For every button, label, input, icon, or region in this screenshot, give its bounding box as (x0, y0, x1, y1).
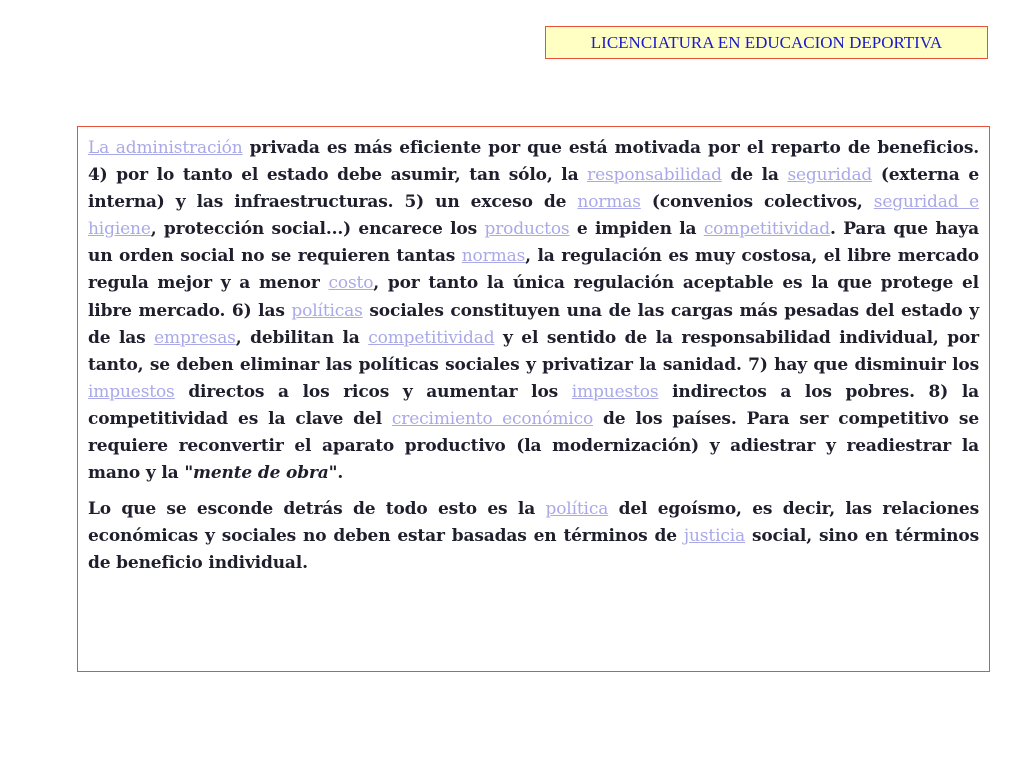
text-run: . (337, 463, 344, 484)
link-responsabilidad[interactable]: responsabilidad (587, 165, 722, 186)
text-run: , por tanto la única regulación aceptable es la que protege el libre mercado. 6) las (88, 273, 979, 321)
text-run: privada es más eficiente por que está motivada por el reparto de beneficios. 4) por lo tanto el estado debe asumir, tan sólo, la (88, 138, 980, 186)
text-run: y el sentido de la responsabilidad individual, por tanto, se deben eliminar las políticas sociales y privatizar la sanidad. 7) hay que disminuir los (88, 327, 979, 375)
link-politicas[interactable]: políticas (291, 300, 363, 321)
link-normas[interactable]: normas (461, 246, 526, 267)
link-competitividad[interactable]: competitividad (703, 219, 831, 240)
paragraph-1 (88, 135, 979, 487)
text-run: . Para que haya un orden social no se requieren tantas (88, 219, 980, 267)
header-title-box (545, 26, 988, 59)
text-run: (externa e interna) y las infraestructuras. 5) un exceso de (88, 165, 979, 213)
text-run: , debilitan la (235, 327, 369, 348)
link-productos[interactable]: productos (484, 219, 570, 240)
text-run: (convenios colectivos, (640, 192, 874, 213)
link-competitividad[interactable]: competitividad (368, 327, 495, 348)
text-run: de la (721, 165, 788, 186)
text-run: indirectos a los pobres. 8) la competitividad es la clave del (88, 381, 980, 429)
link-la-administracion[interactable]: La administración (88, 138, 243, 158)
link-crecimiento-economico[interactable]: crecimiento económico (391, 408, 594, 429)
text-run: social, sino en términos de beneficio individual. (88, 526, 979, 574)
text-run: Lo que se esconde detrás de todo esto es la (88, 499, 546, 520)
header-title: LICENCIATURA EN EDUCACION DEPORTIVA (590, 32, 943, 52)
paragraph-2 (88, 496, 979, 577)
main-text-box (77, 126, 990, 672)
emphasized-text: "mente de obra" (184, 463, 338, 484)
link-seguridad[interactable]: seguridad (787, 165, 873, 186)
link-impuestos[interactable]: impuestos (571, 381, 659, 402)
text-run: directos a los ricos y aumentar los (174, 381, 572, 402)
text-run: e impiden la (569, 219, 704, 240)
text-run: , la regulación es muy costosa, el libre mercado regula mejor y a menor (88, 246, 979, 294)
link-impuestos[interactable]: impuestos (88, 381, 175, 402)
link-seguridad-e-higiene[interactable]: seguridad e higiene (88, 192, 979, 240)
text-run: , protección social...) encarece los (150, 219, 485, 240)
text-run: de los países. Para ser competitivo se requiere reconvertir el aparato productivo (la modernización) y adiestrar y readiestrar la mano y la (88, 408, 979, 484)
link-justicia[interactable]: justicia (683, 526, 745, 547)
text-run: del egoísmo, es decir, las relaciones económicas y sociales no deben estar basadas en términos de (88, 499, 979, 547)
link-normas[interactable]: normas (577, 192, 641, 213)
link-empresas[interactable]: empresas (154, 327, 236, 348)
text-run: sociales constituyen una de las cargas más pesadas del estado y de las (88, 300, 979, 348)
link-costo[interactable]: costo (328, 273, 374, 294)
link-politica[interactable]: política (545, 499, 609, 520)
